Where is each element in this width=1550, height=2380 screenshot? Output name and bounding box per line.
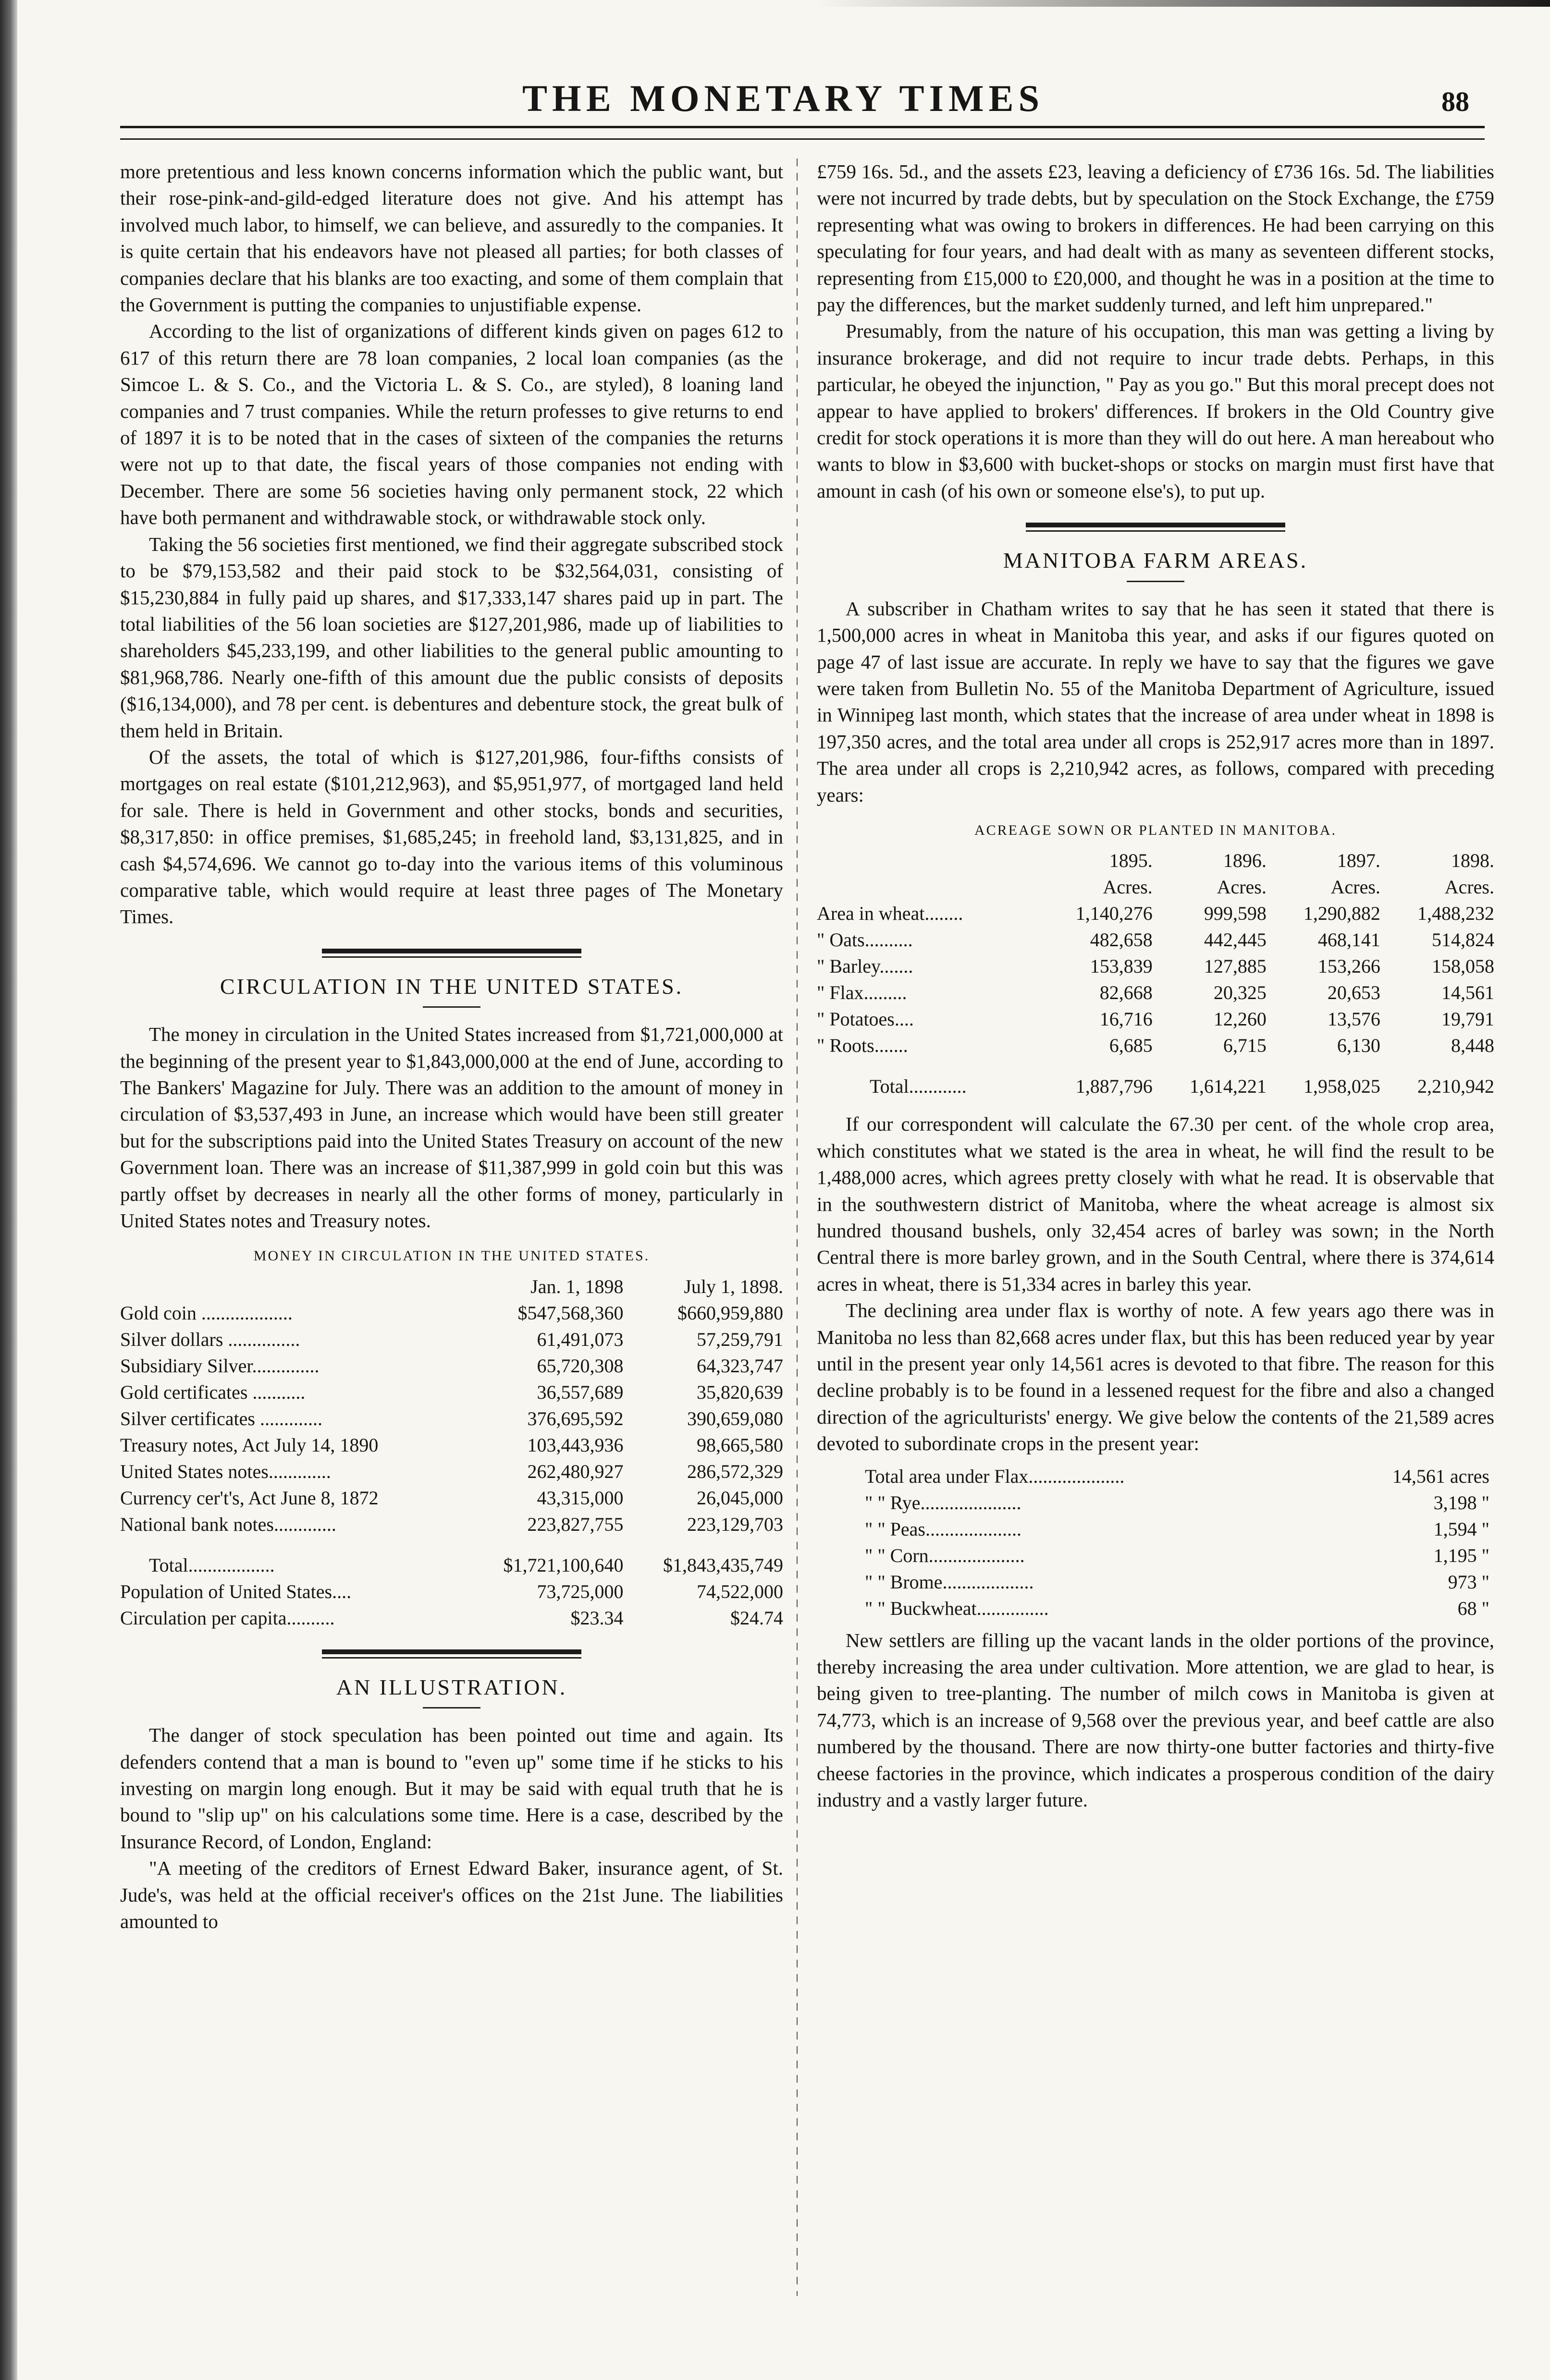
money-table-header	[120, 1273, 783, 1300]
acreage-table-caption: ACREAGE SOWN OR PLANTED IN MANITOBA.	[974, 822, 1337, 838]
section-divider	[322, 1649, 581, 1659]
money-table-caption: MONEY IN CIRCULATION IN THE UNITED STATES.	[253, 1248, 650, 1264]
table-row	[120, 1511, 783, 1538]
per-capita-label: Circulation per capita..........	[120, 1607, 335, 1629]
table-row	[120, 1300, 783, 1326]
illustration-paragraph-1: The danger of stock speculation has been pointed out time and again. Its defenders contend that a man is bound to "even up" some time if he sticks to his investing on margin long enough. But it may be said with equal truth that he is bound to "slip up" on his calculations some time. Here is a case, described by the Insurance Record, of London, England:	[120, 1724, 783, 1853]
column-header-jan: Jan. 1, 1898	[530, 1275, 624, 1297]
unit-header: Acres.	[1444, 876, 1494, 898]
cell: 127,885	[1204, 955, 1267, 977]
cell: 6,130	[1337, 1035, 1380, 1057]
right-column	[817, 159, 1494, 1813]
manitoba-paragraph-2: If our correspondent will calculate the 67.30 per cent. of the whole crop area, which constitutes what we stated is the area in wheat, he will find the result to be 1,488,000 acres, which agrees pretty closely with what he read. It is observable that in the southwestern district of Manitoba, where the wheat acreage is almost six hundred thousand bushels, only 32,454 acres of barley was sown; in the North Central there is more barley grown, and in the South Central, where there is 374,614 acres in wheat, there is 51,334 acres in barley this year.	[817, 1113, 1494, 1295]
row-value-jan: 65,720,308	[537, 1355, 624, 1377]
masthead-rule-bottom	[120, 138, 1485, 140]
row-value-jan: 43,315,000	[537, 1487, 624, 1509]
unit-header: Acres.	[1103, 876, 1153, 898]
cell: 14,561	[1441, 982, 1494, 1004]
year-header: 1897.	[1337, 850, 1380, 872]
population-label: Population of United States....	[120, 1580, 352, 1602]
total-label: Total..................	[149, 1554, 275, 1576]
table-row	[817, 900, 1494, 927]
column-divider	[797, 159, 798, 2296]
table-row	[120, 1326, 783, 1353]
cell: 153,839	[1090, 955, 1153, 977]
acreage-unit-header	[817, 874, 1494, 900]
cell: 16,716	[1099, 1008, 1153, 1030]
row-label: " " Brome...................	[865, 1571, 1034, 1593]
row-value-jan: 376,695,592	[527, 1407, 624, 1429]
row-label: " Potatoes....	[817, 1008, 914, 1030]
row-value-jul: 64,323,747	[697, 1355, 783, 1377]
masthead-rule-top	[120, 126, 1485, 128]
page-number: 88	[1441, 86, 1469, 117]
table-row	[817, 1032, 1494, 1059]
continued-paragraph-2: Presumably, from the nature of his occupation, this man was getting a living by insurance brokerage, and did not require to incur trade debts. Perhaps, in this particular, he obeyed the injunction, " Pay as you go." But this moral precept does not appear to have applied to brokers' differences. If brokers in the Old Country give credit for stock operations it is more than they will do out here. A man hereabout who wants to blow in $3,600 with bucket-shops or stocks on margin must first have that amount in cash (of his own or someone else's), to put up.	[817, 320, 1494, 502]
row-value-jul: 57,259,791	[697, 1328, 783, 1350]
total-jan: $1,721,100,640	[503, 1554, 624, 1576]
year-header: 1896.	[1223, 850, 1267, 872]
row-label: Treasury notes, Act July 14, 1890	[120, 1434, 379, 1456]
cell: 442,445	[1204, 929, 1267, 951]
row-value-jul: 223,129,703	[687, 1513, 783, 1535]
masthead-title: THE MONETARY TIMES	[522, 77, 1044, 119]
cell: 1,614,221	[1189, 1075, 1267, 1098]
table-row	[865, 1595, 1489, 1622]
row-value-jan: 262,480,927	[527, 1460, 624, 1482]
row-label: Total area under Flax....................	[865, 1465, 1125, 1487]
cell: 19,791	[1441, 1008, 1494, 1030]
table-row	[817, 1006, 1494, 1032]
cell: 153,266	[1317, 955, 1380, 977]
heading-rule	[423, 1707, 480, 1709]
money-circulation-table	[120, 1273, 783, 1631]
section-divider	[322, 949, 581, 958]
table-row	[120, 1353, 783, 1379]
illustration-paragraph-2: "A meeting of the creditors of Ernest Edward Baker, insurance agent, of St. Jude's, was held at the official receiver's offices on the 21st June. The liabilities amounted to	[120, 1857, 783, 1933]
row-value-jul: 35,820,639	[697, 1381, 783, 1403]
row-value: 1,195 "	[1433, 1544, 1489, 1566]
table-row	[865, 1542, 1489, 1569]
cell: 999,598	[1204, 903, 1267, 925]
row-value-jan: 36,557,689	[537, 1381, 624, 1403]
row-value-jul: 98,665,580	[697, 1434, 783, 1456]
row-value: 3,198 "	[1433, 1491, 1489, 1513]
row-label: Gold coin ...................	[120, 1302, 293, 1324]
cell: 1,290,882	[1303, 903, 1380, 925]
row-label: Silver dollars ...............	[120, 1328, 300, 1350]
cell: 158,058	[1432, 955, 1494, 977]
table-row	[865, 1516, 1489, 1542]
year-header: 1895.	[1109, 850, 1153, 872]
row-value-jan: 61,491,073	[537, 1328, 624, 1350]
unit-header: Acres.	[1217, 876, 1267, 898]
row-value: 1,594 "	[1433, 1518, 1489, 1540]
per-capita-row	[120, 1605, 783, 1631]
row-label: " Flax.........	[817, 982, 907, 1004]
acreage-year-header	[817, 847, 1494, 874]
row-label: Area in wheat........	[817, 903, 963, 925]
table-row	[865, 1463, 1489, 1489]
subordinate-crops-table	[865, 1463, 1489, 1622]
row-value-jul: $660,959,880	[677, 1302, 783, 1324]
table-row	[120, 1485, 783, 1511]
row-label: United States notes.............	[120, 1460, 331, 1482]
cell: 20,653	[1327, 982, 1380, 1004]
row-value-jan: 223,827,755	[527, 1513, 624, 1535]
cell: 1,488,232	[1417, 903, 1494, 925]
cell: 6,715	[1223, 1035, 1267, 1057]
table-row	[817, 927, 1494, 953]
table-row	[865, 1569, 1489, 1595]
intro-paragraph-4: Of the assets, the total of which is $127,201,986, four-fifths consists of mortgages on real estate ($101,212,963), and $5,951,977, of mortgaged land held for sale. There is held in Government and other stocks, bonds and securities, $8,317,850: in office premises, $1,685,245; in freehold land, $3,131,825, and in cash $4,574,696. We cannot go to-day into the various items of this voluminous comparative table, which would require at least three pages of The Monetary Times.	[120, 745, 783, 928]
population-jul: 74,522,000	[697, 1580, 783, 1602]
per-capita-jul: $24.74	[730, 1607, 783, 1629]
circulation-paragraph: The money in circulation in the United States increased from $1,721,000,000 at the beginning of the present year to $1,843,000,000 at the end of June, according to The Bankers' Magazine for July. There was an addition to the amount of money in circulation of $3,537,493 in June, an increase which would have been still greater but for the subscriptions paid into the United States Treasury on account of the new Government loan. There was an increase of $11,387,999 in gold coin but this was partly offset by decreases in nearly all the other forms of money, particularly in United States notes and Treasury notes.	[120, 1023, 783, 1232]
population-row	[120, 1578, 783, 1605]
row-label: " " Corn....................	[865, 1544, 1025, 1566]
row-value: 973 "	[1448, 1571, 1489, 1593]
row-value-jan: $547,568,360	[517, 1302, 624, 1324]
cell: 6,685	[1109, 1035, 1153, 1057]
row-label: " Roots.......	[817, 1035, 908, 1057]
manitoba-heading: MANITOBA FARM AREAS.	[1003, 548, 1308, 573]
manitoba-paragraph-3: The declining area under flax is worthy of note. A few years ago there was in Manitoba no less than 82,668 acres under flax, but this has been reduced year by year until in the present year only 14,561 acres is devoted to that fibre. The reason for this decline probably is to be found in a lessened request for the fibre and also a changed direction of the agriculturists' energy. We give below the contents of the 21,589 acres devoted to subordinate crops in the present year:	[817, 1299, 1494, 1455]
row-label: " " Buckwheat...............	[865, 1597, 1049, 1619]
cell: 8,448	[1451, 1035, 1494, 1057]
cell: 1,887,796	[1075, 1075, 1153, 1098]
cell: 82,668	[1099, 982, 1153, 1004]
intro-paragraph-2: According to the list of organizations of different kinds given on pages 612 to 617 of this return there are 78 loan companies, 2 local loan companies (as the Simcoe L. & S. Co., and the Victoria L. & S. Co., are styled), 8 loaning land companies and 7 trust companies. While the return professes to give returns to end of 1897 it is to be noted that in the cases of sixteen of the companies the returns were not up to that date, the fiscal years of those companies not ending with December. There are some 56 societies having only permanent stock, 22 which have both permanent and withdrawable stock, or withdrawable stock only.	[120, 320, 783, 529]
table-row	[817, 979, 1494, 1006]
table-row	[120, 1432, 783, 1458]
row-label: " " Peas....................	[865, 1518, 1021, 1540]
heading-rule	[1127, 581, 1184, 582]
per-capita-jan: $23.34	[570, 1607, 624, 1629]
continued-paragraph-1: £759 16s. 5d., and the assets £23, leaving a deficiency of £736 16s. 5d. The liabilities were not incurred by trade debts, but by speculation on the Stock Exchange, the £759 representing what was owing to brokers in differences. He had been carrying on this speculating for four years, and had dealt with as many as seventeen different stocks, representing from £15,000 to £20,000, and thought he was in a position at the time to pay the differences, but the market suddenly turned, and left him unprepared."	[817, 160, 1494, 316]
population-jan: 73,725,000	[537, 1580, 624, 1602]
cell: 20,325	[1213, 982, 1267, 1004]
circulation-heading: CIRCULATION IN THE UNITED STATES.	[220, 974, 684, 999]
row-value-jul: 286,572,329	[687, 1460, 783, 1482]
acreage-table	[817, 847, 1494, 1099]
row-value: 14,561 acres	[1392, 1465, 1489, 1487]
row-value-jul: 26,045,000	[697, 1487, 783, 1509]
cell: 12,260	[1213, 1008, 1267, 1030]
cell: 1,140,276	[1075, 903, 1153, 925]
cell: 514,824	[1432, 929, 1494, 951]
row-value-jul: 390,659,080	[687, 1407, 783, 1429]
heading-rule	[423, 1006, 480, 1008]
illustration-heading: AN ILLUSTRATION.	[336, 1674, 567, 1699]
manitoba-paragraph-1: A subscriber in Chatham writes to say that he has seen it stated that there is 1,500,000 acres in wheat in Manitoba this year, and asks if our figures quoted on page 47 of last issue are accurate. In reply we have to say that the figures we gave were taken from Bulletin No. 55 of the Manitoba Department of Agriculture, issued in Winnipeg last month, which states that the increase of area under wheat in 1898 is 197,350 acres, and the total area under all crops is 252,917 acres more than in 1897. The area under all crops is 2,210,942 acres, as follows, compared with preceding years:	[817, 597, 1494, 806]
intro-paragraph-3: Taking the 56 societies first mentioned, we find their aggregate subscribed stock to be $79,153,582 and their paid stock to be $32,564,031, consisting of $15,230,884 in fully paid up shares, and $17,333,147 shares paid up in part. The total liabilities of the 56 loan societies are $127,201,986, made up of liabilities to shareholders $45,233,199, and other liabilities to the general public amounting to $81,968,786. Nearly one-fifth of this amount due the public consists of deposits ($16,134,000), and 78 per cent. is debentures and debenture stock, the great bulk of them held in Britain.	[120, 533, 783, 742]
page-binding-shadow	[0, 0, 17, 2380]
table-row	[120, 1405, 783, 1432]
row-label: Subsidiary Silver..............	[120, 1355, 320, 1377]
total-jul: $1,843,435,749	[663, 1554, 783, 1576]
row-value-jan: 103,443,936	[527, 1434, 624, 1456]
manitoba-paragraph-4: New settlers are filling up the vacant lands in the older portions of the province, thereby increasing the area under cultivation. More attention, we are glad to hear, is being given to tree-planting. The number of milch cows in Manitoba is given at 74,773, which is an increase of 9,568 over the previous year, and beef cattle are also numbered by the thousand. There are now thirty-one butter factories and thirty-five cheese factories in the province, which indicates a prosperous condition of the dairy industry and a vastly larger future.	[817, 1629, 1494, 1811]
cell: 2,210,942	[1417, 1075, 1494, 1098]
cell: 13,576	[1327, 1008, 1380, 1030]
unit-header: Acres.	[1330, 876, 1380, 898]
row-label: Currency cer't's, Act June 8, 1872	[120, 1487, 379, 1509]
top-edge-shadow	[817, 0, 1550, 7]
row-label: " " Rye.....................	[865, 1491, 1021, 1513]
row-label: " Oats..........	[817, 929, 913, 951]
row-label: National bank notes.............	[120, 1513, 336, 1535]
cell: 1,958,025	[1303, 1075, 1380, 1098]
row-label: Silver certificates .............	[120, 1407, 322, 1429]
table-row	[817, 953, 1494, 979]
cell: 482,658	[1090, 929, 1153, 951]
total-row	[120, 1538, 783, 1578]
intro-paragraph-1: more pretentious and less known concerns information which the public want, but their rose-pink-and-gild-edged literature does not give. And his attempt has involved much labor, to himself, we can believe, and assuredly to the companies. It is quite certain that his endeavors have not pleased all parties; for both classes of companies declare that his blanks are too exacting, and some of them complain that the Government is putting the companies to unjustifiable expense.	[120, 160, 783, 316]
cell: 468,141	[1317, 929, 1380, 951]
table-row	[865, 1489, 1489, 1516]
total-row	[817, 1059, 1494, 1099]
left-column	[120, 159, 783, 1935]
table-row	[120, 1458, 783, 1485]
row-label: Gold certificates ...........	[120, 1381, 306, 1403]
table-row	[120, 1379, 783, 1405]
column-header-jul: July 1, 1898.	[684, 1275, 783, 1297]
year-header: 1898.	[1451, 850, 1494, 872]
row-label: " Barley.......	[817, 955, 913, 977]
total-label: Total............	[870, 1075, 967, 1098]
row-value: 68 "	[1457, 1597, 1489, 1619]
section-divider	[1026, 523, 1285, 532]
